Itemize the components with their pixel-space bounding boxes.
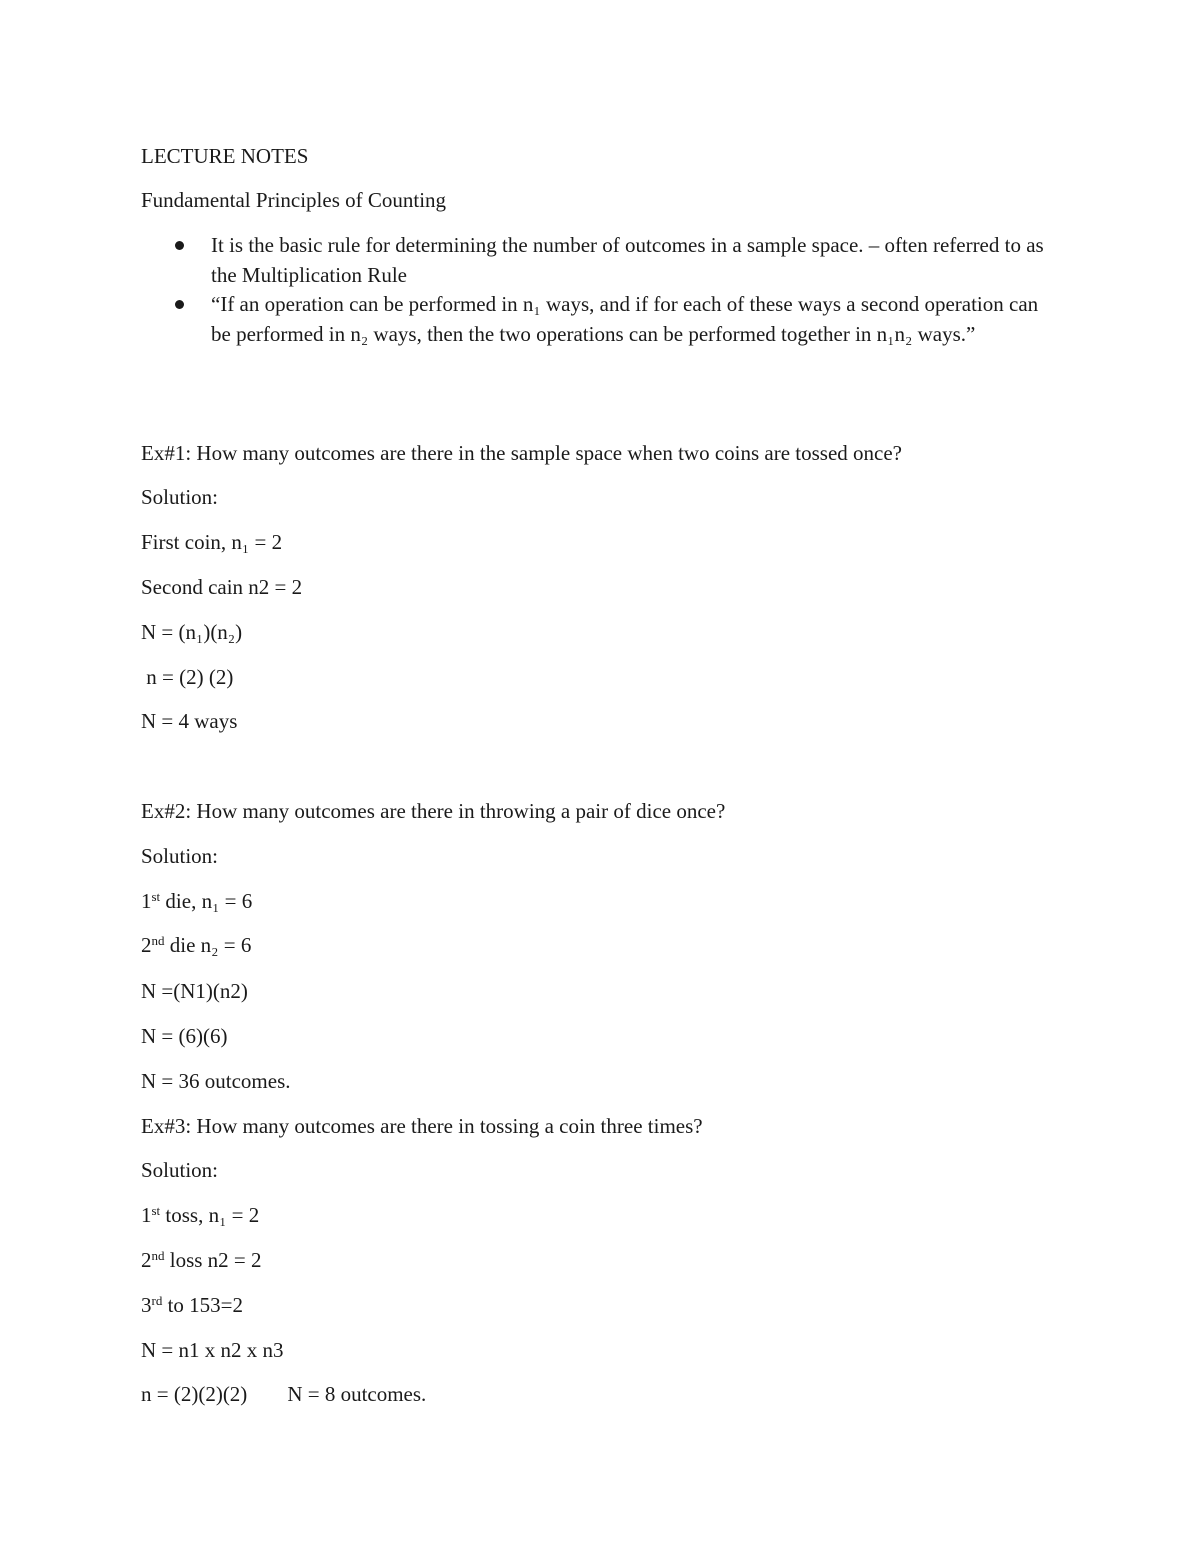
example-1-solution-label: Solution: <box>141 485 219 509</box>
example-3-question: Ex#3: How many outcomes are there in tossing a coin three times? <box>141 1114 703 1138</box>
example-1-step: First coin, n₁ = 2 <box>141 530 283 554</box>
example-2-step: 1st die, n₁ = 6 <box>141 889 253 913</box>
bullet-icon <box>175 241 184 250</box>
bullet-item: “If an operation can be performed in n₁ ways, and if for each of these ways a second operation can be performed in n₂ ways, then the two operations can be performed together in n₁n₂ ways.” <box>211 292 1039 346</box>
example-2-result: N = 36 outcomes. <box>141 1069 291 1093</box>
example-3-result: n = (2)(2)(2) N = 8 outcomes. <box>141 1382 427 1406</box>
bullet-icon <box>175 300 184 309</box>
example-3-step: 3rd to 153=2 <box>141 1293 244 1317</box>
example-1-result: N = 4 ways <box>141 709 238 733</box>
example-1-step: N = (n₁)(n₂) <box>141 620 243 644</box>
section-title: Fundamental Principles of Counting <box>141 188 447 212</box>
example-2-step: 2nd die n₂ = 6 <box>141 933 252 957</box>
example-3-step: N = n1 x n2 x n3 <box>141 1338 284 1362</box>
example-2-step: N = (6)(6) <box>141 1024 228 1048</box>
example-3-step: 1st toss, n₁ = 2 <box>141 1203 260 1227</box>
bullet-item: It is the basic rule for determining the number of outcomes in a sample space. – often referred to as the Multiplication Rule <box>211 233 1044 287</box>
example-1-step: n = (2) (2) <box>141 665 234 689</box>
example-2-step: N =(N1)(n2) <box>141 979 248 1003</box>
page-heading: LECTURE NOTES <box>141 144 309 168</box>
example-3-step: 2nd loss n2 = 2 <box>141 1248 262 1272</box>
example-1-question: Ex#1: How many outcomes are there in the sample space when two coins are tossed once? <box>141 441 903 465</box>
example-1-step: Second cain n2 = 2 <box>141 575 303 599</box>
example-2-solution-label: Solution: <box>141 844 219 868</box>
example-3-solution-label: Solution: <box>141 1158 219 1182</box>
example-2-question: Ex#2: How many outcomes are there in throwing a pair of dice once? <box>141 799 726 823</box>
